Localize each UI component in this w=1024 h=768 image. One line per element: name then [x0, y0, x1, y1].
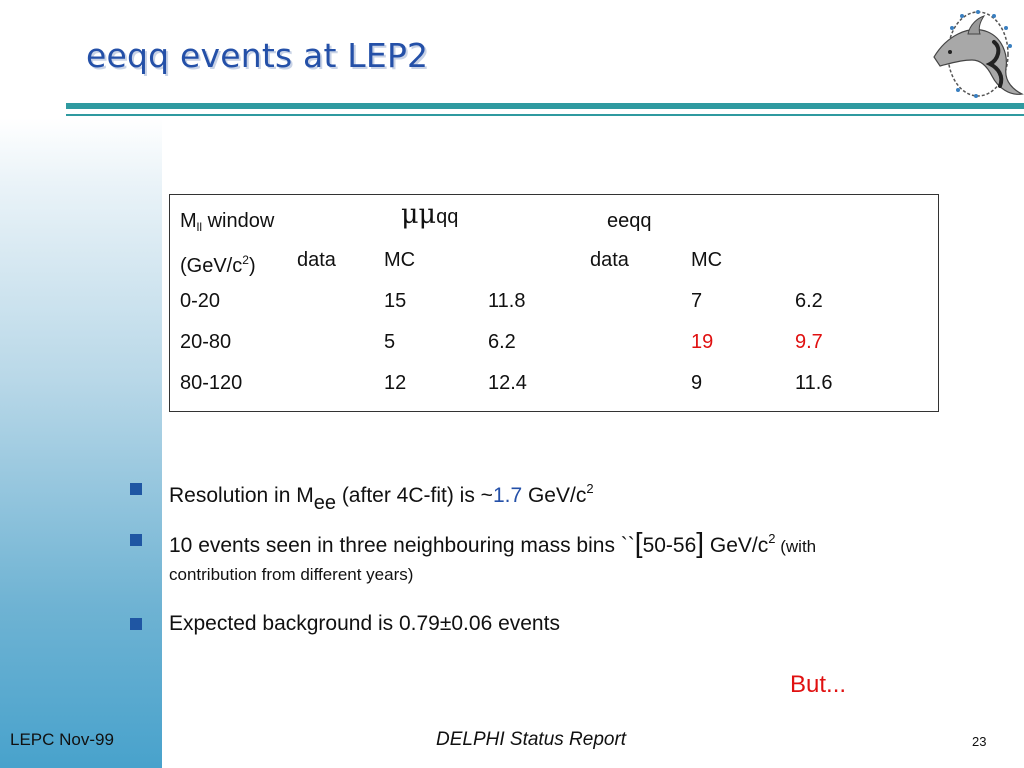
row-1-window: 20-80	[180, 331, 232, 353]
page-number: 23	[972, 734, 987, 749]
header-mumu-mc: MC	[384, 249, 416, 271]
but-callout: But...	[790, 671, 847, 698]
row-0-ee-mc: 6.2	[795, 290, 823, 312]
left-gradient-strip	[0, 118, 162, 768]
row-2-mumu-data: 12	[384, 372, 407, 394]
title-rule-thin	[66, 114, 1024, 116]
header-mumu-data: data	[297, 249, 336, 271]
bullet-marker	[130, 483, 142, 495]
row-2-mumu-mc: 12.4	[488, 372, 527, 394]
row-0-ee-data: 7	[691, 290, 703, 312]
row-2-ee-data: 9	[691, 372, 703, 394]
bullet-events-text: 10 events seen in three neighbouring mass bins ``[50-56] GeV/$c^2$ (with	[169, 527, 817, 558]
header-gev-unit: $(GeV/c^2)$	[180, 253, 256, 277]
row-2-ee-mc: 11.6	[795, 372, 833, 394]
slide-title: eeqq events at LEP2	[86, 36, 429, 75]
footer-left: LEPC Nov-99	[10, 730, 114, 749]
results-table	[169, 194, 939, 412]
header-mll-window: $M_{ll}$ window	[180, 210, 275, 234]
title-rule-thick	[66, 103, 1024, 109]
header-eeqq: eeqq	[607, 210, 652, 232]
row-1-mumu-data: 5	[384, 331, 396, 353]
row-1-ee-data: 19	[691, 331, 714, 353]
row-0-mumu-data: 15	[384, 290, 407, 312]
bullet-marker	[130, 618, 142, 630]
bullet-resolution-text: Resolution in Mee (after 4C-fit) is ~1.7 GeV/$c^2$	[169, 481, 594, 514]
bullet-background-text: Expected background is 0.79±0.06 events	[169, 612, 560, 635]
row-2-window: 80-120	[180, 372, 243, 394]
row-0-mumu-mc: 11.8	[488, 290, 526, 312]
row-0-window: 0-20	[180, 290, 221, 312]
header-ee-data: data	[590, 249, 629, 271]
header-ee-mc: MC	[691, 249, 723, 271]
row-1-mumu-mc: 6.2	[488, 331, 516, 353]
row-1-ee-mc: 9.7	[795, 331, 823, 353]
bullet-events-continuation: contribution from different years)	[169, 565, 414, 584]
header-mumuqq: μμqq	[401, 199, 459, 230]
footer-center: DELPHI Status Report	[436, 729, 627, 750]
bullet-marker	[130, 534, 142, 546]
delphi-dolphin-logo	[928, 2, 1024, 100]
